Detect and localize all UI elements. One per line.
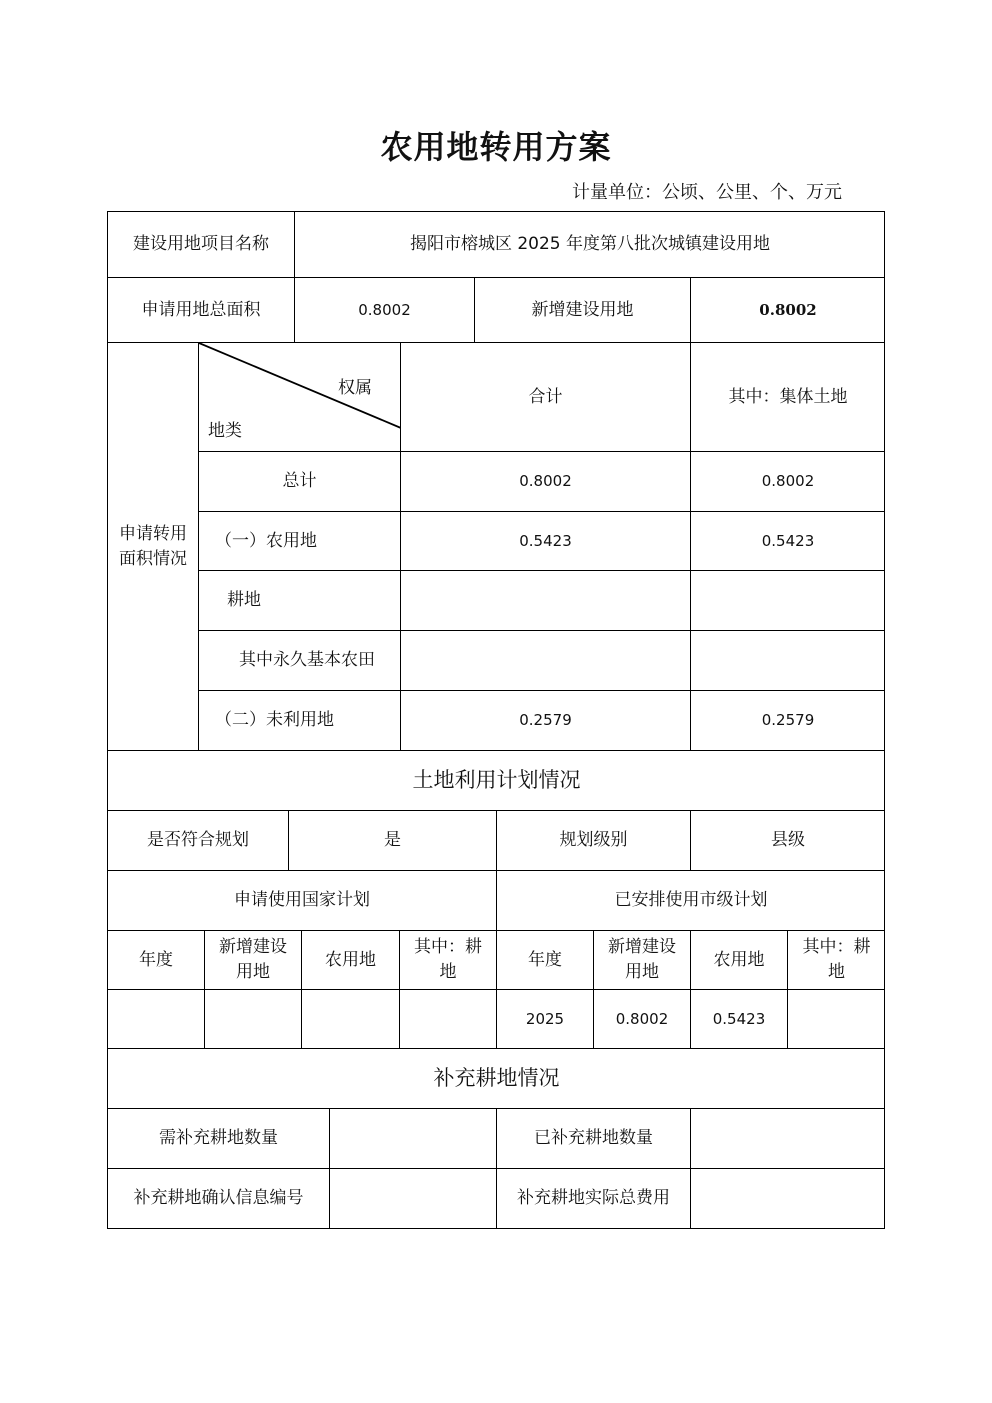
page-title: 农用地转用方案 (380, 128, 612, 166)
total-area-value: 0.8002 (295, 278, 475, 343)
conform-label: 是否符合规划 (108, 811, 289, 871)
city-farmland-value: 0.5423 (691, 990, 788, 1049)
done-supplement-value (691, 1109, 885, 1169)
national-farmland-value (302, 990, 400, 1049)
col-cultivated: 其中：耕地 (400, 931, 497, 990)
row-collective (691, 571, 885, 631)
plan-section-title: 土地利用计划情况 (108, 751, 885, 811)
city-year-value: 2025 (497, 990, 594, 1049)
row-label: （一）农用地 (199, 512, 401, 571)
row-label: 耕地 (199, 571, 401, 631)
row-label: （二）未利用地 (199, 691, 401, 751)
new-construction-label: 新增建设用地 (475, 278, 691, 343)
row-label: 其中永久基本农田 (199, 631, 401, 691)
plan-level-value: 县级 (691, 811, 885, 871)
col-new-construction: 新增建设用地 (205, 931, 302, 990)
conform-value: 是 (289, 811, 497, 871)
row-total: 0.2579 (401, 691, 691, 751)
need-supplement-label: 需补充耕地数量 (108, 1109, 330, 1169)
actual-cost-label: 补充耕地实际总费用 (497, 1169, 691, 1228)
row-collective (691, 631, 885, 691)
actual-cost-value (691, 1169, 885, 1228)
col-new-construction: 新增建设用地 (594, 931, 691, 990)
need-supplement-value (330, 1109, 497, 1169)
unit-note: 计量单位：公顷、公里、个、万元 (572, 182, 842, 203)
row-total: 0.5423 (401, 512, 691, 571)
col-year: 年度 (497, 931, 594, 990)
confirm-code-value (330, 1169, 497, 1228)
project-name-value: 揭阳市榕城区 2025 年度第八批次城镇建设用地 (295, 212, 885, 278)
plan-level-label: 规划级别 (497, 811, 691, 871)
col-year: 年度 (108, 931, 205, 990)
header-landtype: 地类 (208, 421, 242, 441)
diagonal-header-cell (199, 343, 401, 452)
header-ownership: 权属 (338, 378, 372, 398)
row-collective: 0.5423 (691, 512, 885, 571)
confirm-code-label: 补充耕地确认信息编号 (108, 1169, 330, 1228)
national-new-value (205, 990, 302, 1049)
row-collective: 0.8002 (691, 452, 885, 512)
new-construction-value: 0.8002 (691, 278, 885, 343)
row-label: 总计 (199, 452, 401, 512)
city-plan-label: 已安排使用市级计划 (497, 871, 885, 931)
national-year-value (108, 990, 205, 1049)
header-collective: 其中：集体土地 (691, 343, 885, 452)
conversion-side-text: 申请转用面积情况 (119, 523, 187, 569)
conversion-side-label (108, 343, 199, 751)
done-supplement-label: 已补充耕地数量 (497, 1109, 691, 1169)
national-plan-label: 申请使用国家计划 (108, 871, 497, 931)
land-conversion-table (107, 211, 885, 1229)
row-total (401, 571, 691, 631)
row-total (401, 631, 691, 691)
header-total: 合计 (401, 343, 691, 452)
col-farmland: 农用地 (691, 931, 788, 990)
row-total: 0.8002 (401, 452, 691, 512)
city-new-value: 0.8002 (594, 990, 691, 1049)
project-name-label: 建设用地项目名称 (108, 212, 295, 278)
national-cultivated-value (400, 990, 497, 1049)
supplement-section-title: 补充耕地情况 (108, 1049, 885, 1109)
col-cultivated: 其中：耕地 (788, 931, 885, 990)
city-cultivated-value (788, 990, 885, 1049)
col-farmland: 农用地 (302, 931, 400, 990)
row-collective: 0.2579 (691, 691, 885, 751)
total-area-label: 申请用地总面积 (108, 278, 295, 343)
